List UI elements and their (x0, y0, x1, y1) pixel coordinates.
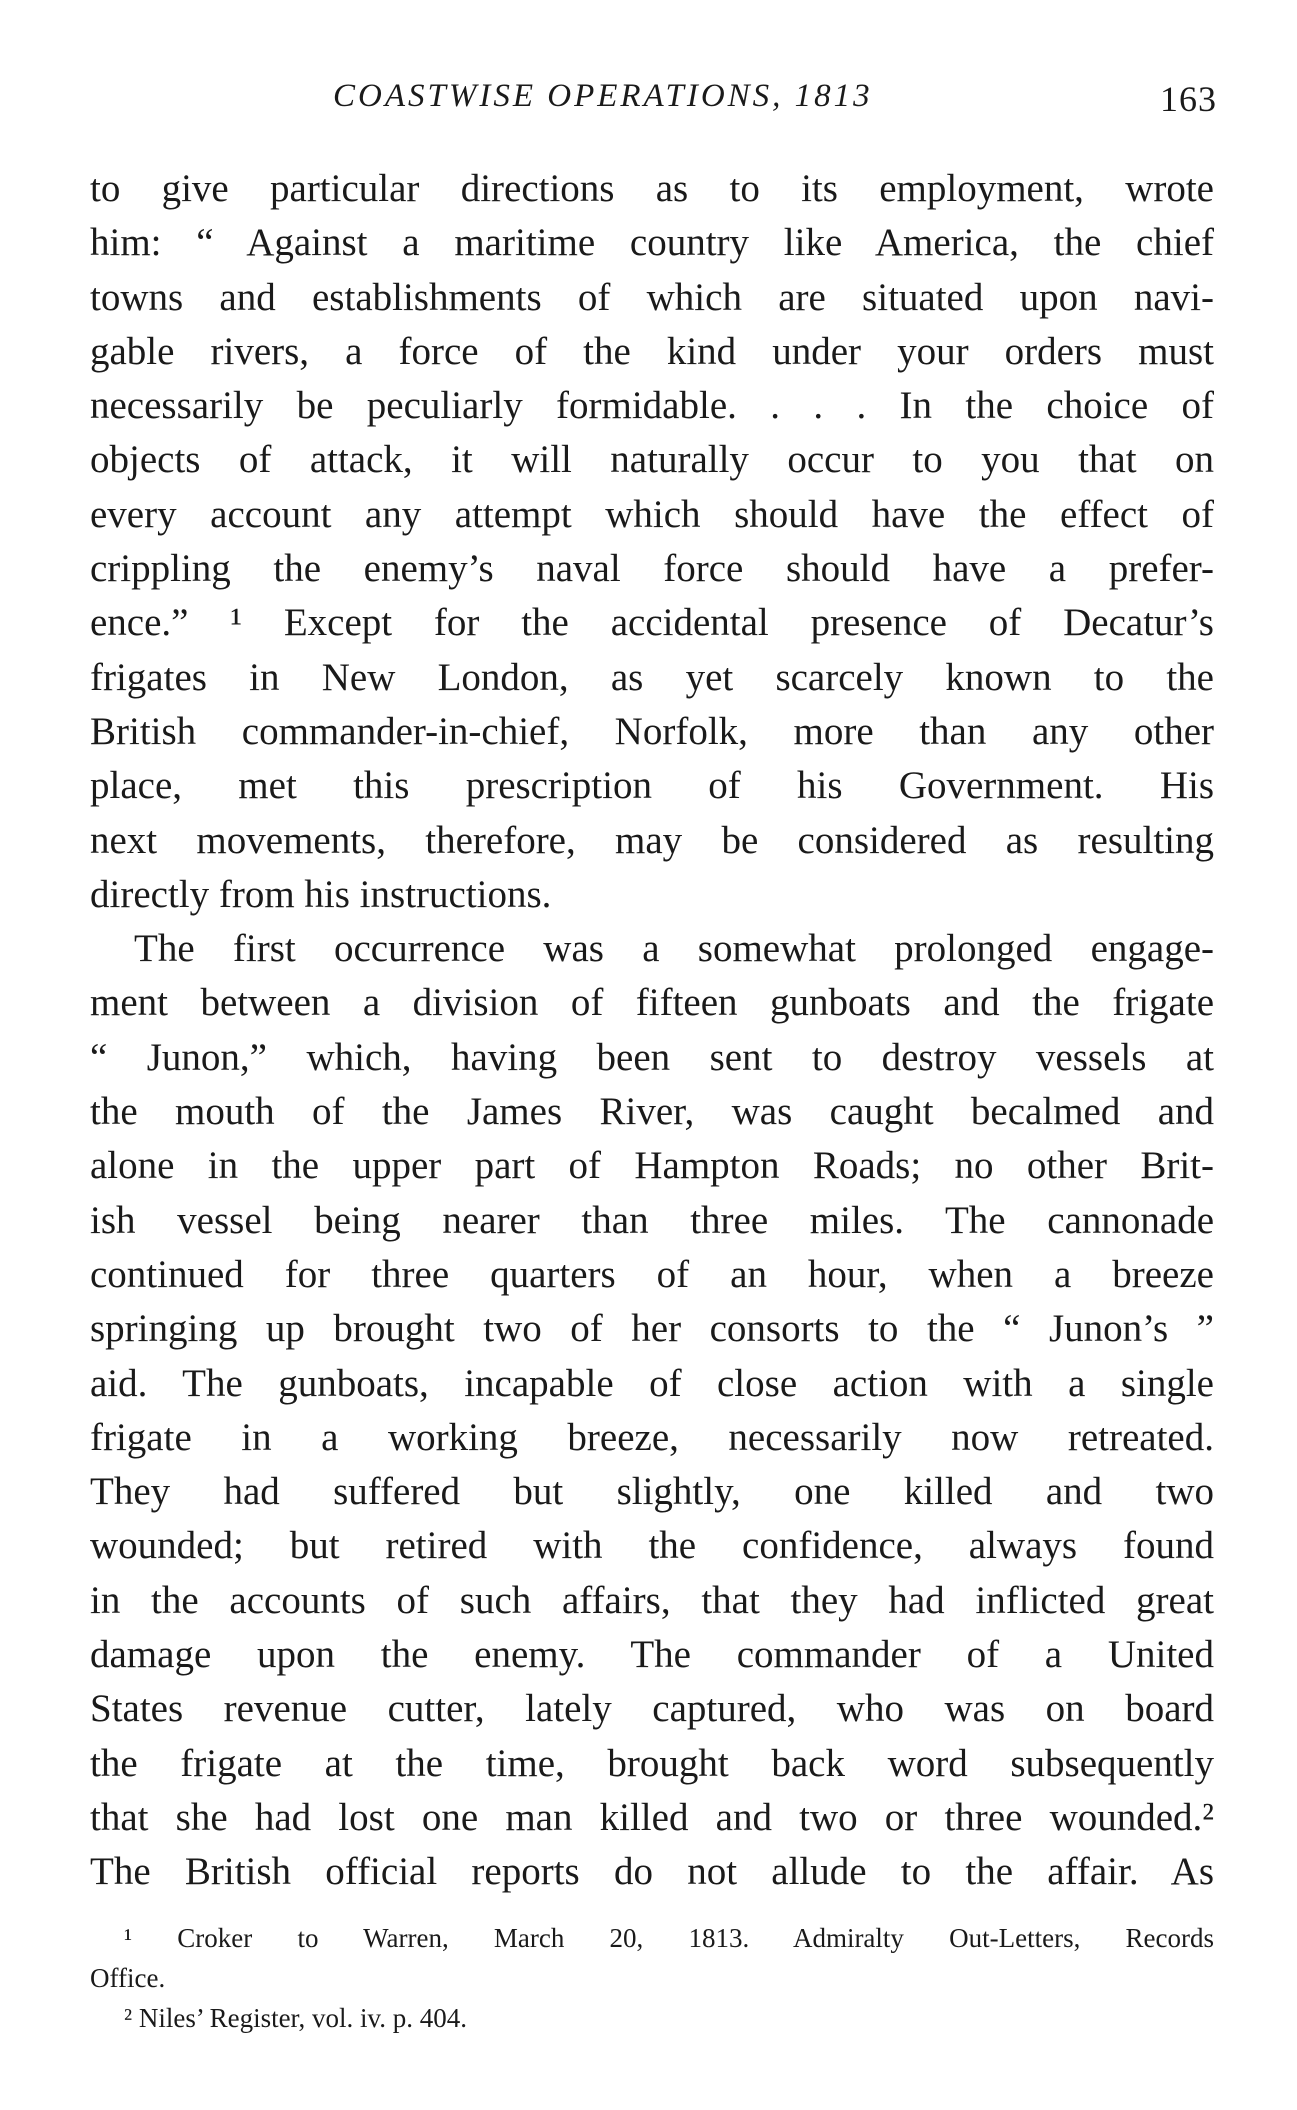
footnote-1-line-1: ¹ Croker to Warren, March 20, 1813. Admiralty Out-Letters, Records (124, 1923, 1214, 1953)
text-line: him: “ Against a maritime country like America, the chief (90, 221, 1214, 265)
text-line: every account any attempt which should have the effect of (90, 492, 1214, 536)
running-title: COASTWISE OPERATIONS, 1813 (333, 78, 873, 114)
text-line: springing up brought two of her consorts to the “ Junon’s ” (90, 1307, 1214, 1351)
text-line: that she had lost one man killed and two or three wounded.² (90, 1795, 1214, 1839)
text-line: to give particular directions as to its employment, wrote (90, 167, 1214, 210)
text-line: continued for three quarters of an hour, when a breeze (90, 1252, 1214, 1296)
running-header (92, 78, 1217, 128)
footnote-1-line-2: Office. (90, 1963, 166, 1993)
text-line: aid. The gunboats, incapable of close action with a single (90, 1361, 1214, 1405)
text-line: States revenue cutter, lately captured, who was on board (90, 1687, 1214, 1731)
text-line: crippling the enemy’s naval force should have a prefer- (90, 547, 1214, 591)
text-line: British commander-in-chief, Norfolk, more than any other (90, 709, 1214, 753)
text-line: ish vessel being nearer than three miles. The cannonade (90, 1198, 1214, 1242)
text-line: The British official reports do not allude to the affair. As (90, 1850, 1214, 1894)
text-line: They had suffered but slightly, one killed and two (90, 1470, 1214, 1514)
text-line: the mouth of the James River, was caught becalmed and (90, 1090, 1214, 1134)
text-line: damage upon the enemy. The commander of a United (90, 1633, 1214, 1677)
text-line: “ Junon,” which, having been sent to destroy vessels at (90, 1035, 1214, 1079)
text-line: wounded; but retired with the confidence, always found (90, 1524, 1214, 1568)
text-line: objects of attack, it will naturally occur to you that on (90, 438, 1214, 482)
text-line: alone in the upper part of Hampton Roads; no other Brit- (90, 1144, 1214, 1188)
body-text (90, 162, 1214, 1900)
text-line: frigate in a working breeze, necessarily now retreated. (90, 1415, 1214, 1459)
text-line: gable rivers, a force of the kind under your orders must (90, 329, 1214, 373)
text-line: ence.” ¹ Except for the accidental presence of Decatur’s (90, 601, 1214, 645)
text-line: ment between a division of fifteen gunboats and the frigate (90, 981, 1214, 1025)
text-line: The first occurrence was a somewhat prolonged engage- (134, 927, 1214, 971)
text-line: place, met this prescription of his Government. His (90, 764, 1214, 808)
page-number: 163 (1160, 79, 1217, 119)
text-line: necessarily be peculiarly formidable. . . . In the choice of (90, 384, 1214, 428)
text-line: the frigate at the time, brought back word subsequently (90, 1741, 1214, 1785)
text-line: in the accounts of such affairs, that they had inflicted great (90, 1578, 1214, 1622)
text-line: frigates in New London, as yet scarcely known to the (90, 655, 1214, 699)
text-line: directly from his instructions. (90, 872, 552, 916)
text-line: towns and establishments of which are situated upon navi- (90, 275, 1214, 319)
footnote-2: ² Niles’ Register, vol. iv. p. 404. (124, 2003, 467, 2033)
footnotes (90, 1918, 1214, 2038)
text-line: next movements, therefore, may be considered as resulting (90, 818, 1214, 862)
